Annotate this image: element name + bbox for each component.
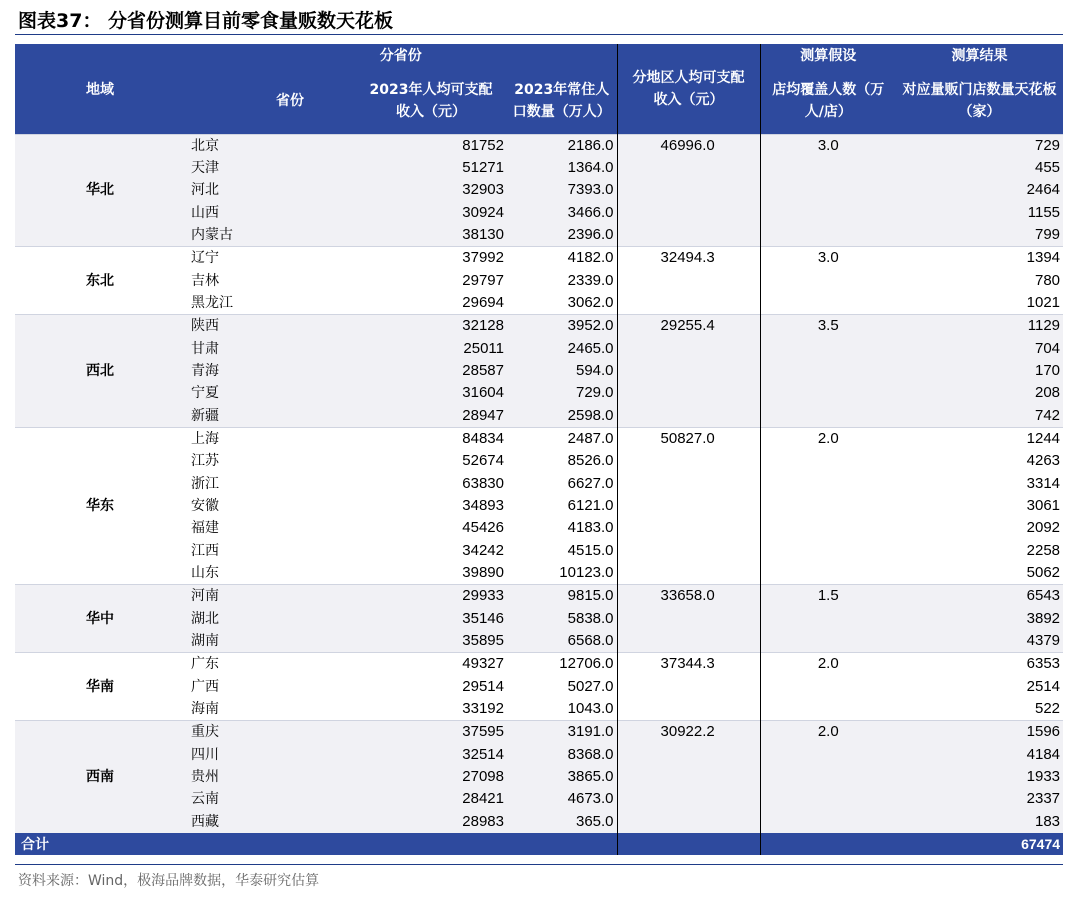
province-cell: 广东: [185, 653, 355, 676]
table-footer: [15, 833, 1063, 855]
stores-cell: 4184: [896, 744, 1063, 766]
region-income-cell: [617, 270, 760, 292]
source-note: 资料来源：Wind，极海品牌数据，华泰研究估算: [18, 873, 320, 889]
population-cell: 2465.0: [507, 338, 617, 360]
table-row: [15, 315, 1063, 338]
population-cell: 365.0: [507, 811, 617, 833]
coverage-cell: [760, 811, 896, 833]
population-cell: 3466.0: [507, 202, 617, 224]
region-income-cell: [617, 338, 760, 360]
header-stores-label: 对应量贩门店数量天花板（家）: [902, 81, 1057, 120]
region-income-cell: [617, 608, 760, 630]
data-table-container: [15, 44, 1063, 855]
total-label: 合计: [15, 833, 185, 855]
coverage-cell: [760, 473, 896, 495]
stores-cell: 4263: [896, 450, 1063, 472]
region-income-cell: [617, 630, 760, 653]
province-cell: 天津: [185, 157, 355, 179]
population-cell: 4183.0: [507, 517, 617, 539]
stores-cell: 3892: [896, 608, 1063, 630]
stores-cell: 1596: [896, 721, 1063, 744]
population-cell: 3952.0: [507, 315, 617, 338]
population-cell: 4673.0: [507, 788, 617, 810]
region-income-cell: [617, 744, 760, 766]
region-cell: 西北: [15, 315, 185, 428]
coverage-cell: [760, 630, 896, 653]
population-cell: 10123.0: [507, 562, 617, 585]
stores-cell: 1933: [896, 766, 1063, 788]
population-cell: 8368.0: [507, 744, 617, 766]
table-row: [15, 653, 1063, 676]
income-cell: 52674: [355, 450, 507, 472]
population-cell: 6121.0: [507, 495, 617, 517]
header-coverage: [760, 68, 896, 134]
table-body: [15, 134, 1063, 833]
province-cell: 广西: [185, 676, 355, 698]
stores-cell: 2514: [896, 676, 1063, 698]
income-cell: 38130: [355, 224, 507, 247]
region-cell: 华南: [15, 653, 185, 721]
title-divider: [15, 34, 1063, 35]
income-cell: 32903: [355, 179, 507, 201]
income-cell: 34893: [355, 495, 507, 517]
income-cell: 32128: [355, 315, 507, 338]
province-cell: 湖南: [185, 630, 355, 653]
stores-cell: 1129: [896, 315, 1063, 338]
stores-cell: 729: [896, 134, 1063, 157]
population-cell: 2396.0: [507, 224, 617, 247]
population-cell: 594.0: [507, 360, 617, 382]
header-group-assumption-label: 测算假设: [800, 48, 857, 64]
stores-cell: 6353: [896, 653, 1063, 676]
income-cell: 84834: [355, 427, 507, 450]
province-cell: 河南: [185, 585, 355, 608]
region-income-cell: 32494.3: [617, 247, 760, 270]
coverage-cell: [760, 405, 896, 428]
coverage-cell: [760, 270, 896, 292]
population-cell: 3191.0: [507, 721, 617, 744]
income-cell: 35895: [355, 630, 507, 653]
coverage-cell: 2.0: [760, 653, 896, 676]
income-cell: 28587: [355, 360, 507, 382]
stores-cell: 183: [896, 811, 1063, 833]
province-cell: 河北: [185, 179, 355, 201]
income-cell: 30924: [355, 202, 507, 224]
region-income-cell: [617, 382, 760, 404]
stores-cell: 3061: [896, 495, 1063, 517]
region-income-cell: [617, 811, 760, 833]
table-row: [15, 721, 1063, 744]
province-cell: 四川: [185, 744, 355, 766]
province-cell: 安徽: [185, 495, 355, 517]
region-income-cell: 50827.0: [617, 427, 760, 450]
stores-cell: 4379: [896, 630, 1063, 653]
header-stores: [896, 68, 1063, 134]
total-stores: 67474: [896, 833, 1063, 855]
population-cell: 9815.0: [507, 585, 617, 608]
population-cell: 6627.0: [507, 473, 617, 495]
region-income-cell: [617, 562, 760, 585]
total-row: [15, 833, 1063, 855]
income-cell: 39890: [355, 562, 507, 585]
header-region-income-label: 分地区人均可支配收入（元）: [632, 69, 745, 108]
region-income-cell: [617, 495, 760, 517]
header-group-result-label: 测算结果: [951, 48, 1008, 64]
population-cell: 1043.0: [507, 698, 617, 721]
table-row: [15, 247, 1063, 270]
stores-cell: 2337: [896, 788, 1063, 810]
income-cell: 81752: [355, 134, 507, 157]
coverage-cell: [760, 495, 896, 517]
region-income-cell: [617, 540, 760, 562]
store-ceiling-table: [15, 44, 1063, 855]
stores-cell: 704: [896, 338, 1063, 360]
income-cell: 32514: [355, 744, 507, 766]
province-cell: 吉林: [185, 270, 355, 292]
province-cell: 黑龙江: [185, 292, 355, 315]
region-income-cell: [617, 517, 760, 539]
province-cell: 重庆: [185, 721, 355, 744]
stores-cell: 1394: [896, 247, 1063, 270]
stores-cell: 799: [896, 224, 1063, 247]
stores-cell: 780: [896, 270, 1063, 292]
income-cell: 34242: [355, 540, 507, 562]
page-title: 图表37： 分省份测算目前零食量贩数天花板: [18, 10, 394, 32]
header-group-province-label: 分省份: [379, 48, 422, 64]
income-cell: 28947: [355, 405, 507, 428]
income-cell: 45426: [355, 517, 507, 539]
source-divider: [15, 864, 1063, 865]
header-province-label: 省份: [276, 92, 304, 109]
coverage-cell: [760, 292, 896, 315]
province-cell: 山东: [185, 562, 355, 585]
stores-cell: 1244: [896, 427, 1063, 450]
population-cell: 12706.0: [507, 653, 617, 676]
stores-cell: 2092: [896, 517, 1063, 539]
header-coverage-label: 店均覆盖人数（万人/店）: [772, 81, 885, 120]
income-cell: 49327: [355, 653, 507, 676]
region-income-cell: [617, 473, 760, 495]
income-cell: 29514: [355, 676, 507, 698]
header-group-province: [185, 44, 617, 68]
population-cell: 4515.0: [507, 540, 617, 562]
coverage-cell: [760, 360, 896, 382]
region-income-cell: 29255.4: [617, 315, 760, 338]
header-region-income: [617, 44, 760, 134]
coverage-cell: [760, 179, 896, 201]
province-cell: 浙江: [185, 473, 355, 495]
income-cell: 31604: [355, 382, 507, 404]
income-cell: 29797: [355, 270, 507, 292]
coverage-cell: [760, 338, 896, 360]
stores-cell: 522: [896, 698, 1063, 721]
province-cell: 北京: [185, 134, 355, 157]
stores-cell: 208: [896, 382, 1063, 404]
population-cell: 8526.0: [507, 450, 617, 472]
region-cell: 西南: [15, 721, 185, 833]
region-income-cell: [617, 405, 760, 428]
region-cell: 华中: [15, 585, 185, 653]
region-income-cell: [617, 360, 760, 382]
province-cell: 福建: [185, 517, 355, 539]
income-cell: 29694: [355, 292, 507, 315]
region-income-cell: [617, 202, 760, 224]
region-income-cell: [617, 157, 760, 179]
province-cell: 江苏: [185, 450, 355, 472]
region-cell: 华东: [15, 427, 185, 584]
region-income-cell: [617, 179, 760, 201]
stores-cell: 1021: [896, 292, 1063, 315]
header-group-result: [896, 44, 1063, 68]
province-cell: 新疆: [185, 405, 355, 428]
stores-cell: 455: [896, 157, 1063, 179]
income-cell: 27098: [355, 766, 507, 788]
region-income-cell: 30922.2: [617, 721, 760, 744]
coverage-cell: 2.0: [760, 427, 896, 450]
province-cell: 青海: [185, 360, 355, 382]
table-row: [15, 585, 1063, 608]
header-population: [507, 68, 617, 134]
coverage-cell: [760, 517, 896, 539]
province-cell: 甘肃: [185, 338, 355, 360]
population-cell: 3062.0: [507, 292, 617, 315]
stores-cell: 5062: [896, 562, 1063, 585]
coverage-cell: [760, 224, 896, 247]
income-cell: 28421: [355, 788, 507, 810]
coverage-cell: [760, 698, 896, 721]
coverage-cell: [760, 562, 896, 585]
population-cell: 2487.0: [507, 427, 617, 450]
table-row: [15, 134, 1063, 157]
region-income-cell: [617, 788, 760, 810]
region-income-cell: 37344.3: [617, 653, 760, 676]
coverage-cell: 3.5: [760, 315, 896, 338]
province-cell: 江西: [185, 540, 355, 562]
region-cell: 华北: [15, 134, 185, 247]
income-cell: 28983: [355, 811, 507, 833]
population-cell: 5027.0: [507, 676, 617, 698]
income-cell: 25011: [355, 338, 507, 360]
population-cell: 7393.0: [507, 179, 617, 201]
stores-cell: 6543: [896, 585, 1063, 608]
coverage-cell: 1.5: [760, 585, 896, 608]
stores-cell: 170: [896, 360, 1063, 382]
income-cell: 35146: [355, 608, 507, 630]
region-income-cell: [617, 224, 760, 247]
region-income-cell: [617, 450, 760, 472]
income-cell: 63830: [355, 473, 507, 495]
province-cell: 海南: [185, 698, 355, 721]
header-income-label: 2023年人均可支配收入（元）: [369, 81, 493, 120]
population-cell: 5838.0: [507, 608, 617, 630]
province-cell: 山西: [185, 202, 355, 224]
coverage-cell: 3.0: [760, 247, 896, 270]
region-income-cell: 46996.0: [617, 134, 760, 157]
province-cell: 内蒙古: [185, 224, 355, 247]
province-cell: 西藏: [185, 811, 355, 833]
province-cell: 陕西: [185, 315, 355, 338]
stores-cell: 742: [896, 405, 1063, 428]
population-cell: 3865.0: [507, 766, 617, 788]
coverage-cell: 3.0: [760, 134, 896, 157]
header-group-assumption: [760, 44, 896, 68]
region-income-cell: 33658.0: [617, 585, 760, 608]
header-province: [185, 68, 355, 134]
province-cell: 湖北: [185, 608, 355, 630]
coverage-cell: [760, 202, 896, 224]
income-cell: 51271: [355, 157, 507, 179]
region-income-cell: [617, 698, 760, 721]
stores-cell: 3314: [896, 473, 1063, 495]
stores-cell: 2258: [896, 540, 1063, 562]
region-income-cell: [617, 292, 760, 315]
coverage-cell: [760, 608, 896, 630]
region-income-cell: [617, 676, 760, 698]
province-cell: 云南: [185, 788, 355, 810]
region-income-cell: [617, 766, 760, 788]
population-cell: 6568.0: [507, 630, 617, 653]
population-cell: 2186.0: [507, 134, 617, 157]
coverage-cell: [760, 382, 896, 404]
table-header: [15, 44, 1063, 134]
population-cell: 1364.0: [507, 157, 617, 179]
population-cell: 4182.0: [507, 247, 617, 270]
coverage-cell: [760, 766, 896, 788]
province-cell: 贵州: [185, 766, 355, 788]
coverage-cell: [760, 676, 896, 698]
income-cell: 29933: [355, 585, 507, 608]
header-income: [355, 68, 507, 134]
coverage-cell: [760, 157, 896, 179]
population-cell: 2339.0: [507, 270, 617, 292]
stores-cell: 2464: [896, 179, 1063, 201]
coverage-cell: [760, 788, 896, 810]
coverage-cell: [760, 744, 896, 766]
income-cell: 33192: [355, 698, 507, 721]
region-cell: 东北: [15, 247, 185, 315]
coverage-cell: 2.0: [760, 721, 896, 744]
coverage-cell: [760, 450, 896, 472]
province-cell: 上海: [185, 427, 355, 450]
header-population-label: 2023年常住人口数量（万人）: [512, 81, 611, 120]
province-cell: 辽宁: [185, 247, 355, 270]
income-cell: 37992: [355, 247, 507, 270]
table-row: [15, 427, 1063, 450]
stores-cell: 1155: [896, 202, 1063, 224]
income-cell: 37595: [355, 721, 507, 744]
population-cell: 729.0: [507, 382, 617, 404]
header-region: 地域: [15, 44, 185, 134]
province-cell: 宁夏: [185, 382, 355, 404]
population-cell: 2598.0: [507, 405, 617, 428]
coverage-cell: [760, 540, 896, 562]
